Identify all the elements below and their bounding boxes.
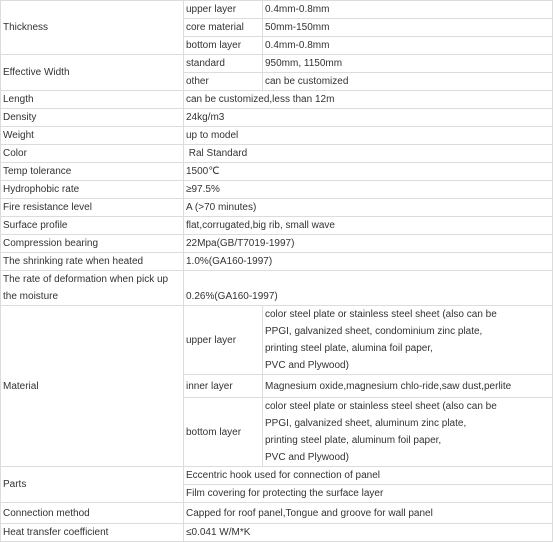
table-row: [1, 306, 553, 375]
sublabel-bottom-layer: bottom layer: [184, 37, 263, 55]
table-row: [1, 109, 553, 127]
material-upper-line: color steel plate or stainless steel sheet (also can be: [265, 309, 497, 320]
value-compression-bearing: 22Mpa(GB/T7019-1997): [184, 235, 553, 253]
value-length: can be customized,less than 12m: [184, 91, 553, 109]
material-bottom-line: color steel plate or stainless steel sheet (also can be: [265, 401, 497, 412]
material-upper-line: PVC and Plywood): [265, 360, 349, 371]
row-label-surface-profile: Surface profile: [1, 217, 184, 235]
material-upper-line: printing steel plate, alumina foil paper,: [265, 343, 433, 354]
table-row: [1, 145, 553, 163]
value-shrinking-rate: 1.0%(GA160-1997): [184, 253, 553, 271]
sublabel-core-material: core material: [184, 19, 263, 37]
sublabel-material-upper: upper layer: [184, 306, 263, 375]
sublabel-upper-layer: upper layer: [184, 1, 263, 19]
table-row: [1, 181, 553, 199]
table-row: [1, 217, 553, 235]
row-label-deformation-rate: [1, 271, 184, 306]
value-width-standard: 950mm, 1150mm: [263, 55, 553, 73]
row-label-temp-tolerance: Temp tolerance: [1, 163, 184, 181]
value-material-upper: [263, 306, 553, 375]
row-label-hydrophobic-rate: Hydrophobic rate: [1, 181, 184, 199]
row-label-connection-method: Connection method: [1, 503, 184, 524]
row-label-shrinking-rate: The shrinking rate when heated: [1, 253, 184, 271]
table-row: [1, 253, 553, 271]
table-row: [1, 524, 553, 542]
table-row: [1, 55, 553, 73]
row-label-material: Material: [1, 306, 184, 467]
value-surface-profile: flat,corrugated,big rib, small wave: [184, 217, 553, 235]
value-material-bottom: [263, 398, 553, 467]
sublabel-standard: standard: [184, 55, 263, 73]
table-row: [1, 1, 553, 19]
value-color: Ral Standard: [184, 145, 553, 163]
row-label-effective-width: Effective Width: [1, 55, 184, 91]
value-hydrophobic-rate: ≥97.5%: [184, 181, 553, 199]
table-row: [1, 235, 553, 253]
value-deformation-rate: 0.26%(GA160-1997): [184, 271, 553, 306]
value-thickness-bottom: 0.4mm-0.8mm: [263, 37, 553, 55]
value-thickness-core: 50mm-150mm: [263, 19, 553, 37]
row-label-compression-bearing: Compression bearing: [1, 235, 184, 253]
row-label-heat-transfer: Heat transfer coefficient: [1, 524, 184, 542]
value-heat-transfer: ≤0.041 W/M*K: [184, 524, 553, 542]
row-label-fire-resistance: Fire resistance level: [1, 199, 184, 217]
material-bottom-line: PVC and Plywood): [265, 452, 349, 463]
value-thickness-upper: 0.4mm-0.8mm: [263, 1, 553, 19]
value-fire-resistance: A (>70 minutes): [184, 199, 553, 217]
row-label-density: Density: [1, 109, 184, 127]
value-weight: up to model: [184, 127, 553, 145]
value-parts-hook: Eccentric hook used for connection of panel: [184, 467, 553, 485]
table-row: [1, 91, 553, 109]
sublabel-material-inner: inner layer: [184, 375, 263, 398]
row-label-deformation-line1: The rate of deformation when pick up: [3, 274, 169, 285]
material-bottom-line: PPGI, galvanized sheet, aluminum zinc plate,: [265, 418, 467, 429]
material-upper-line: PPGI, galvanized sheet, condominium zinc plate,: [265, 326, 483, 337]
row-label-thickness: Thickness: [1, 1, 184, 55]
value-material-inner: Magnesium oxide,magnesium chlo-ride,saw dust,perlite: [263, 375, 553, 398]
table-row: [1, 127, 553, 145]
sublabel-material-bottom: bottom layer: [184, 398, 263, 467]
row-label-length: Length: [1, 91, 184, 109]
value-connection-method: Capped for roof panel,Tongue and groove for wall panel: [184, 503, 553, 524]
table-row: [1, 467, 553, 485]
row-label-weight: Weight: [1, 127, 184, 145]
row-label-deformation-line2: the moisture: [3, 291, 59, 302]
table-row: [1, 199, 553, 217]
value-parts-film: Film covering for protecting the surface layer: [184, 485, 553, 503]
table-row: [1, 163, 553, 181]
value-width-other: can be customized: [263, 73, 553, 91]
row-label-color: Color: [1, 145, 184, 163]
value-temp-tolerance: 1500℃: [184, 163, 553, 181]
table-row: [1, 503, 553, 524]
table-row: [1, 271, 553, 306]
sublabel-other: other: [184, 73, 263, 91]
row-label-parts: Parts: [1, 467, 184, 503]
material-bottom-line: printing steel plate, aluminum foil paper,: [265, 435, 442, 446]
value-density: 24kg/m3: [184, 109, 553, 127]
